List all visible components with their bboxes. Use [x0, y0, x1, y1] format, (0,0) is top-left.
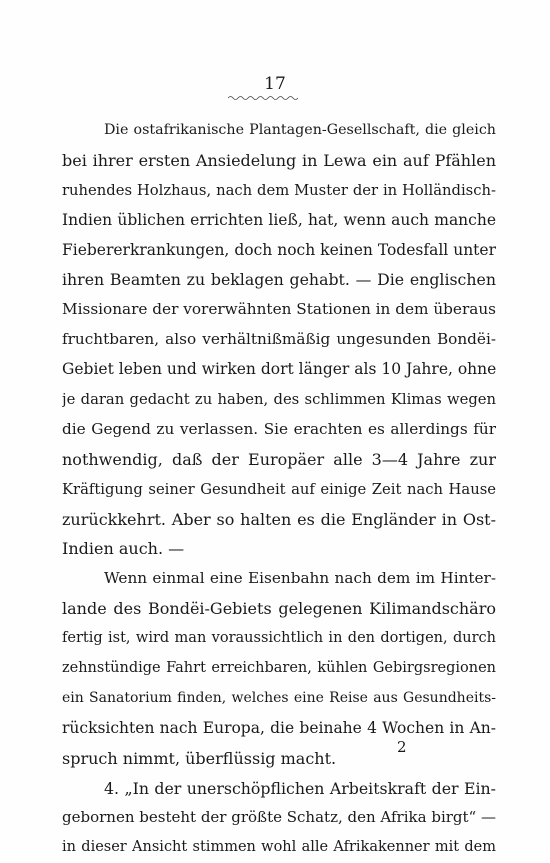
text-line: die Gegend zu verlassen. Sie erachten es allerdings für: [62, 419, 496, 438]
body-text: [62, 116, 496, 863]
text-line: zehnstündige Fahrt erreichbaren, kühlen Gebirgsregionen: [62, 660, 496, 677]
text-line: lande des Bondëi-Gebiets gelegenen Kilimandschäro: [62, 599, 496, 619]
text-line: Indien üblichen errichten ließ, hat, wenn auch manche: [62, 210, 496, 229]
text-line: gebornen besteht der größte Schatz, den Afrika birgt“ —: [62, 808, 496, 827]
text-line: ruhendes Holzhaus, nach dem Muster der in Holländisch-: [62, 181, 496, 199]
text-line: Fiebererkrankungen, doch noch keinen Todesfall unter: [62, 240, 496, 259]
page-number: 17: [264, 74, 286, 94]
text-line: fertig ist, wird man voraussichtlich in den dortigen, durch: [62, 630, 496, 647]
text-line: je daran gedacht zu haben, des schlimmen Klimas wegen: [62, 391, 496, 409]
text-line: in dieser Ansicht stimmen wohl alle Afrikakenner mit dem: [62, 839, 496, 856]
text-line: ihren Beamten zu beklagen gehabt. — Die englischen: [62, 270, 496, 290]
text-line: Indien auch. —: [62, 539, 185, 559]
signature-mark: 2: [397, 738, 407, 756]
text-line: Gebiet leben und wirken dort länger als 10 Jahre, ohne: [62, 360, 496, 379]
text-line: Die ostafrikanische Plantagen-Gesellschaft, die gleich: [104, 122, 496, 138]
text-line: fruchtbaren, also verhältnißmäßig ungesunden Bondëi-: [62, 330, 496, 349]
wavy-ornament: [228, 94, 298, 102]
text-line: ein Sanatorium finden, welches eine Reise aus Gesundheits-: [62, 689, 496, 706]
text-line: 4. „In der unerschöpflichen Arbeitskraft der Ein-: [104, 778, 496, 798]
text-line: rücksichten nach Europa, die beinahe 4 Wochen in An-: [62, 718, 496, 737]
text-line: nothwendig, daß der Europäer alle 3—4 Jahre zur: [62, 449, 496, 469]
text-line: Kräftigung seiner Gesundheit auf einige Zeit nach Hause: [62, 480, 496, 498]
text-line: Missionare der vorerwähnten Stationen in dem überaus: [62, 300, 496, 319]
text-line: spruch nimmt, überflüssig macht.: [62, 748, 337, 768]
text-line: bei ihrer ersten Ansiedelung in Lewa ein auf Pfählen: [62, 150, 496, 170]
text-line: Wenn einmal eine Eisenbahn nach dem im Hinter-: [104, 569, 496, 588]
text-line: zurückkehrt. Aber so halten es die Engländer in Ost-: [62, 509, 496, 529]
